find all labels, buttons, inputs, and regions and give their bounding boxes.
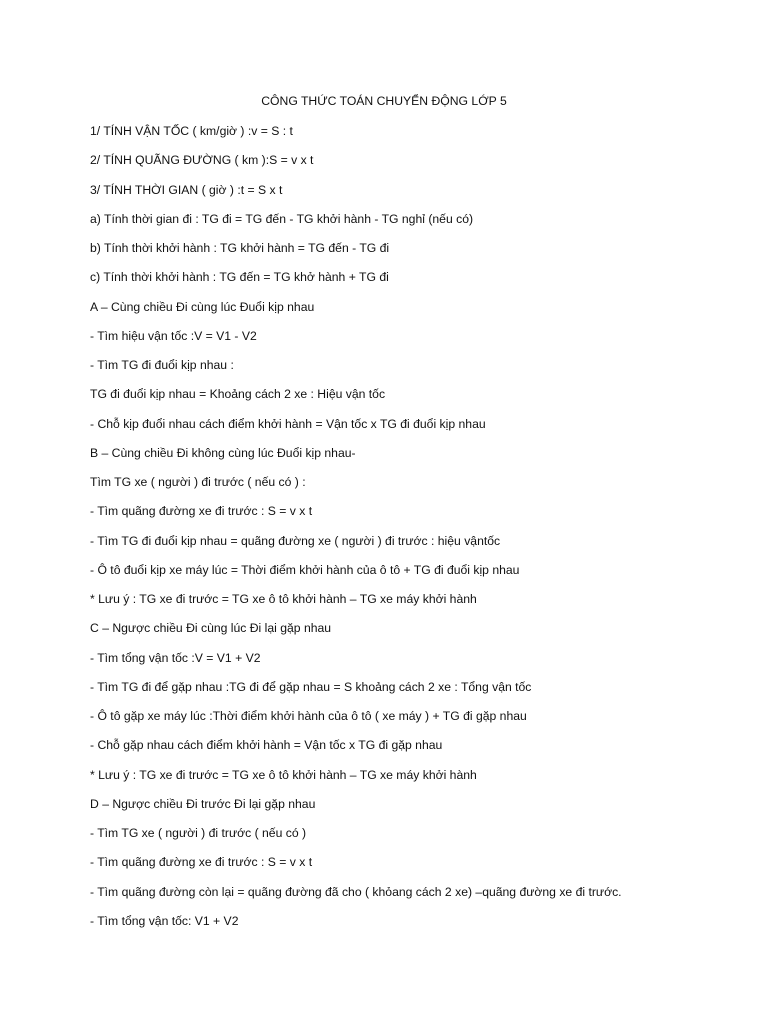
paragraph-line: - Ô tô gặp xe máy lúc :Thời điểm khởi hành của ô tô ( xe máy ) + TG đi gặp nhau	[90, 709, 527, 723]
section-heading-c: C – Ngược chiều Đi cùng lúc Đi lại gặp nhau	[90, 621, 332, 636]
paragraph-line: c) Tính thời khởi hành : TG đến = TG khở hành + TG đi	[90, 270, 389, 285]
document-title: CÔNG THỨC TOÁN CHUYỂN ĐỘNG LỚP 5	[261, 94, 507, 108]
paragraph-line: - Tìm hiệu vận tốc :V = V1 - V2	[90, 328, 257, 343]
paragraph-line: a) Tính thời gian đi : TG đi = TG đến - TG khởi hành - TG nghỉ (nếu có)	[90, 211, 474, 226]
paragraph-line: Tìm TG xe ( người ) đi trước ( nếu có ) :	[90, 475, 306, 489]
paragraph-line: b) Tính thời khởi hành : TG khởi hành = TG đến - TG đi	[90, 241, 390, 255]
paragraph-line: - Tìm quãng đường còn lại = quãng đường đã cho ( khỏang cách 2 xe) –quãng đường xe đi trước.	[90, 884, 622, 899]
note-line: * Lưu ý : TG xe đi trước = TG xe ô tô khởi hành – TG xe máy khởi hành	[90, 767, 477, 782]
paragraph-line: - Ô tô đuổi kịp xe máy lúc = Thời điểm khởi hành của ô tô + TG đi đuổi kịp nhau	[90, 562, 520, 577]
paragraph-line: - Tìm TG đi để gặp nhau :TG đi để gặp nhau = S khoảng cách 2 xe : Tổng vận tốc	[90, 679, 532, 694]
paragraph-line: 1/ TÍNH VẬN TỐC ( km/giờ ) :v = S : t	[90, 124, 293, 138]
paragraph-line: - Tìm TG đi đuổi kịp nhau = quãng đường xe ( người ) đi trước : hiệu vậntốc	[90, 533, 501, 548]
paragraph-line: TG đi đuổi kịp nhau = Khoảng cách 2 xe : Hiệu vận tốc	[90, 387, 386, 402]
paragraph-line: - Chỗ kịp đuổi nhau cách điểm khởi hành = Vận tốc x TG đi đuổi kịp nhau	[90, 416, 486, 431]
paragraph-line: - Tìm tổng vận tốc: V1 + V2	[90, 913, 239, 928]
paragraph-line: - Chỗ gặp nhau cách điểm khởi hành = Vận tốc x TG đi gặp nhau	[90, 738, 443, 753]
paragraph-line: - Tìm TG xe ( người ) đi trước ( nếu có )	[90, 826, 307, 840]
paragraph-line: 2/ TÍNH QUÃNG ĐƯỜNG ( km ):S = v x t	[90, 153, 314, 168]
paragraph-line: - Tìm quãng đường xe đi trước : S = v x t	[90, 504, 313, 519]
section-heading-a: A – Cùng chiều Đi cùng lúc Đuổi kịp nhau	[90, 299, 315, 314]
section-heading-b: B – Cùng chiều Đi không cùng lúc Đuổi kịp nhau-	[90, 445, 356, 460]
section-heading-d: D – Ngược chiều Đi trước Đi lại gặp nhau	[90, 796, 316, 811]
paragraph-line: - Tìm TG đi đuổi kịp nhau :	[90, 358, 234, 372]
paragraph-line: - Tìm tổng vận tốc :V = V1 + V2	[90, 650, 261, 665]
paragraph-line: 3/ TÍNH THỜI GIAN ( giờ ) :t = S x t	[90, 182, 283, 197]
paragraph-line: - Tìm quãng đường xe đi trước : S = v x t	[90, 855, 313, 870]
note-line: * Lưu ý : TG xe đi trước = TG xe ô tô khởi hành – TG xe máy khởi hành	[90, 592, 477, 606]
document-body	[90, 123, 750, 942]
